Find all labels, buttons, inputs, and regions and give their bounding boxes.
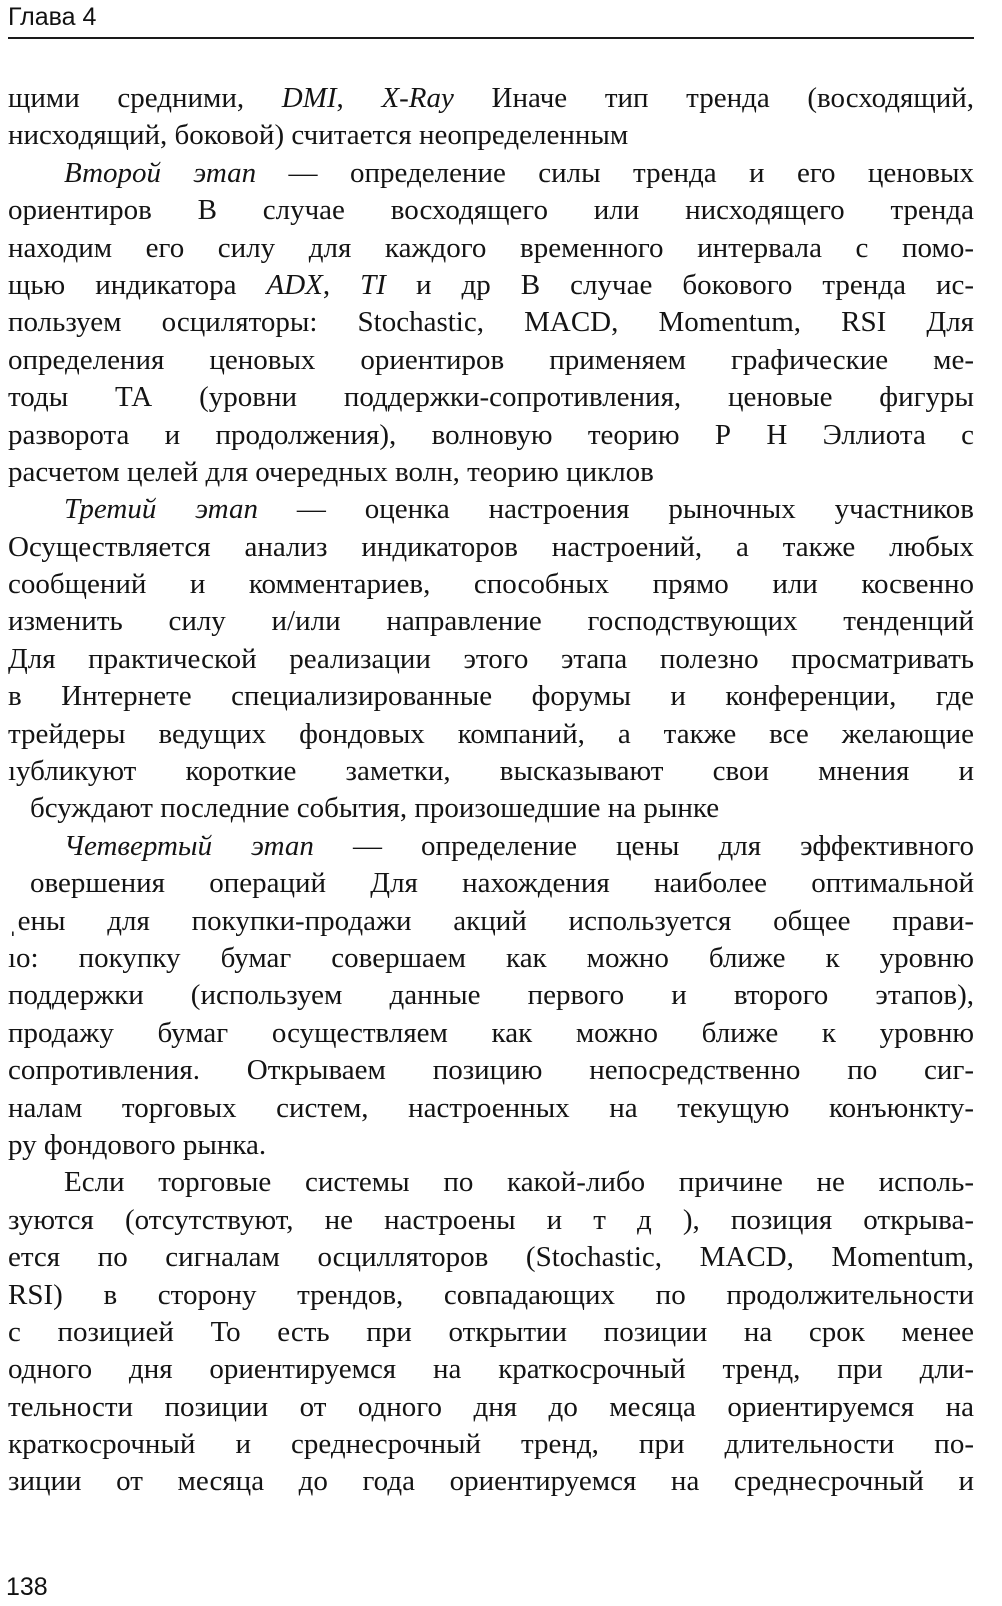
text-line (8, 753, 974, 790)
text-run: , (336, 82, 382, 114)
text-line (8, 304, 974, 341)
text-run: краткосрочный и среднесрочный тренд, при длительности по- (8, 1428, 974, 1461)
text-run: — оценка настроения рыночных участников (257, 493, 974, 526)
italic-term: TI (360, 268, 386, 301)
italic-term: Четвертый этап (64, 829, 314, 862)
text-run: щью индикатора (8, 268, 267, 301)
text-line (8, 678, 974, 715)
italic-term: ADX (266, 268, 323, 301)
text-run: поддержки (используем данные первого и второго этапов), (8, 979, 974, 1012)
text-run: зиции от месяца до года ориентируемся на среднесрочный и (8, 1465, 974, 1498)
text-line (8, 940, 974, 977)
text-line (8, 1277, 974, 1314)
text-line (8, 1463, 974, 1500)
text-line (8, 1314, 974, 1351)
text-run: RSI) в сторону трендов, совпадающих по продолжительности (8, 1278, 974, 1311)
text-run: разворота и продолжения), волновую теорию Р Н Эллиота с (8, 418, 974, 451)
text-line (8, 454, 974, 491)
running-head: Глава 4 (8, 3, 97, 31)
text-run: сопротивления. Открываем позицию непосредственно по сиг- (8, 1054, 974, 1087)
text-line (8, 342, 974, 379)
text-run: в Интернете специализированные форумы и конференции, где (8, 680, 974, 713)
text-run: Иначе тип тренда (восходящий, (453, 82, 974, 114)
text-run: тоды ТА (уровни поддержки-сопротивления, ценовые фигуры (8, 381, 974, 414)
text-line (8, 716, 974, 753)
text-run: пользуем осциляторы: Stochastic, MACD, Momentum, RSI Для (8, 306, 974, 339)
text-run: одного дня ориентируемся на краткосрочный тренд, при дли- (8, 1353, 974, 1386)
text-run: нисходящий, боковой) считается неопределенным (8, 119, 629, 152)
text-run: ˌены для покупки-продажи акций используется общее прави- (8, 904, 974, 937)
text-line (8, 529, 974, 566)
text-run: продажу бумаг осуществляем как можно ближе к уровню (8, 1016, 974, 1049)
italic-term: X-Ray (381, 82, 454, 114)
text-run: определения ценовых ориентиров применяем графические ме- (8, 343, 974, 376)
text-line (8, 379, 974, 416)
text-run: расчетом целей для очередных волн, теорию циклов (8, 455, 654, 488)
text-line (8, 641, 974, 678)
text-line (8, 1164, 974, 1201)
text-line (8, 903, 974, 940)
header-rule (8, 37, 974, 39)
italic-term: DMI (281, 82, 337, 114)
text-run: , (322, 268, 361, 301)
text-run: и др В случае бокового тренда ис- (385, 268, 974, 301)
text-run: овершения операций Для нахождения наиболее оптимальной (30, 867, 974, 900)
body-text (8, 80, 974, 1501)
text-line (8, 790, 974, 827)
text-run: Если торговые системы по какой-либо причине не исполь- (64, 1166, 974, 1199)
text-run: бсуждают последние события, произошедшие на рынке (30, 792, 720, 825)
text-line (8, 828, 974, 865)
text-line (8, 417, 974, 454)
italic-term: Третий этап (64, 493, 258, 526)
text-line (8, 1426, 974, 1463)
text-run: ориентиров В случае восходящего или нисходящего тренда (8, 194, 974, 227)
text-line (8, 977, 974, 1014)
text-line (8, 603, 974, 640)
page-number: 138 (6, 1573, 48, 1601)
text-line (8, 80, 974, 117)
text-line (8, 1052, 974, 1089)
text-line (8, 1351, 974, 1388)
text-run: изменить силу и/или направление господствующих тенденций (8, 605, 974, 638)
text-line (8, 491, 974, 528)
text-run: ıо: покупку бумаг совершаем как можно ближе к уровню (8, 941, 974, 974)
text-run: Для практической реализации этого этапа полезно просматривать (8, 642, 974, 675)
text-run: — определение цены для эффективного (313, 829, 974, 862)
text-line (8, 865, 974, 902)
text-line (8, 117, 974, 154)
text-run: Осуществляется анализ индикаторов настроений, а также любых (8, 530, 974, 563)
text-line (8, 1239, 974, 1276)
text-line (8, 1389, 974, 1426)
text-run: находим его силу для каждого временного интервала с помо- (8, 231, 974, 264)
text-line (8, 566, 974, 603)
text-line (8, 230, 974, 267)
text-run: налам торговых систем, настроенных на текущую конъюнкту- (8, 1091, 974, 1124)
text-run: — определение силы тренда и его ценовых (256, 156, 974, 189)
text-line (8, 192, 974, 229)
text-run: сообщений и комментариев, способных прямо или косвенно (8, 568, 974, 601)
text-run: трейдеры ведущих фондовых компаний, а также все желающие (8, 717, 974, 750)
text-line (8, 1090, 974, 1127)
text-line (8, 1015, 974, 1052)
italic-term: Второй этап (64, 156, 257, 189)
text-run: щими средними, (8, 82, 282, 114)
text-line (8, 155, 974, 192)
text-run: ıубликуют короткие заметки, высказывают свои мнения и (8, 755, 974, 788)
text-run: ется по сигналам осцилляторов (Stochastic, MACD, Momentum, (8, 1241, 974, 1274)
text-line (8, 267, 974, 304)
text-line (8, 1202, 974, 1239)
text-run: ру фондового рынка. (8, 1128, 267, 1161)
text-run: тельности позиции от одного дня до месяца ориентируемся на (8, 1390, 974, 1423)
text-run: с позицией То есть при открытии позиции на срок менее (8, 1315, 974, 1348)
text-run: зуются (отсутствуют, не настроены и т д ), позиция открыва- (8, 1203, 974, 1236)
text-line (8, 1127, 974, 1164)
